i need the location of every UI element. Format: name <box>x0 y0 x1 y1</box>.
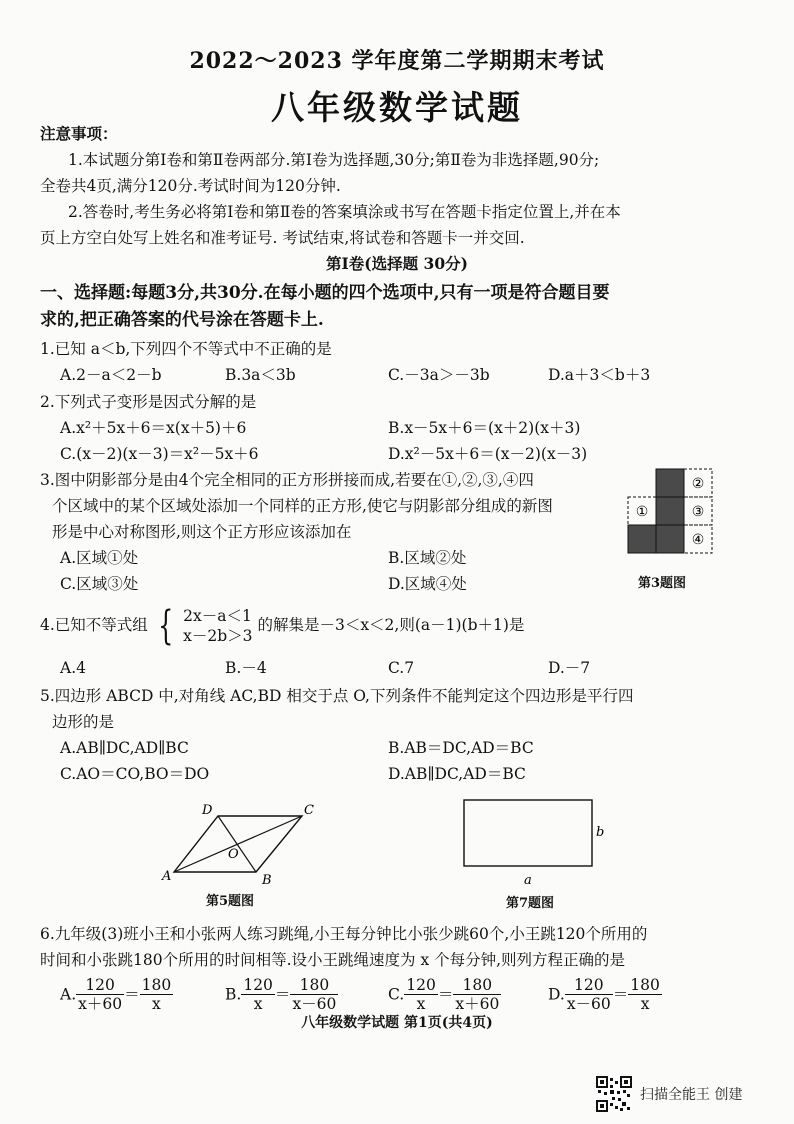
question-7-caption: 第7题图 <box>506 896 555 911</box>
question-1-stem: 1.已知 a＜b,下列四个不等式中不正确的是 <box>40 340 332 358</box>
scanner-label: 扫描全能王 创建 <box>640 1087 743 1103</box>
system-brace-icon: { <box>157 603 174 649</box>
question-3-option-d: D.区域④处 <box>388 575 467 593</box>
question-3-line-2: 个区域中的某个区域处添加一个同样的正方形,使它与阴影部分组成的新图 <box>52 497 553 515</box>
question-3-option-b: B.区域②处 <box>388 549 467 567</box>
question-1-option-d: D.a＋3＜b＋3 <box>548 366 651 384</box>
notice-item-2-line-1: 2.答卷时,考生务必将第Ⅰ卷和第Ⅱ卷的答案填涂或书写在答题卡指定位置上,并在本 <box>68 203 621 221</box>
section-title: 第Ⅰ卷(选择题 30分) <box>326 254 468 273</box>
question-5-figure <box>156 800 332 886</box>
question-3-option-a: A.区域①处 <box>60 549 139 567</box>
inequality-system <box>183 606 252 646</box>
question-5-option-b: B.AB＝DC,AD＝BC <box>388 739 534 757</box>
vertex-a-label: A <box>162 869 172 884</box>
question-6-option-d: D. $\frac{120}{x-60}$ ＝ $\frac{180}{x}$ <box>548 976 660 1013</box>
fraction: $\frac{120}{x}$ <box>243 976 273 1013</box>
fraction: $\frac{120}{x-60}$ <box>566 976 611 1013</box>
diagonal-ac <box>174 816 302 872</box>
fraction: $\frac{120}{x}$ <box>406 976 436 1013</box>
question-6-option-c: C. $\frac{120}{x}$ ＝ $\frac{180}{x+60}$ <box>388 976 500 1013</box>
question-5-line-1: 5.四边形 ABCD 中,对角线 AC,BD 相交于点 O,下列条件不能判定这个四边形是平行四 <box>40 687 634 705</box>
vertex-d-label: D <box>202 803 213 818</box>
notice-item-1-line-1: 1.本试题分第Ⅰ卷和第Ⅱ卷两部分.第Ⅰ卷为选择题,30分;第Ⅱ卷为非选择题,90分; <box>68 151 600 169</box>
question-2-option-c: C.(x－2)(x－3)＝x²－5x＋6 <box>60 445 259 463</box>
question-3-option-c: C.区域③处 <box>60 575 139 593</box>
question-3-line-1: 3.图中阴影部分是由4个完全相同的正方形拼接而成,若要在①,②,③,④四 <box>40 471 534 489</box>
question-5-line-2: 边形的是 <box>52 713 115 731</box>
section-instruction-line-2: 求的,把正确答案的代号涂在答题卡上. <box>40 310 324 330</box>
region-2-label: ② <box>691 476 705 492</box>
fraction: $\frac{120}{x+60}$ <box>78 976 123 1013</box>
fraction: $\frac{180}{x+60}$ <box>455 976 500 1013</box>
fraction: $\frac{180}{x}$ <box>141 976 172 1013</box>
exam-subtitle: 八年级数学试题 <box>271 88 523 127</box>
region-4-label: ④ <box>691 532 705 548</box>
question-6-line-1: 6.九年级(3)班小王和小张两人练习跳绳,小王每分钟比小张少跳60个,小王跳120个所用的 <box>40 925 648 943</box>
side-b-label: b <box>596 825 605 840</box>
fraction: $\frac{180}{x-60}$ <box>292 976 337 1013</box>
question-2-option-a: A.x²＋5x＋6＝x(x＋5)＋6 <box>60 419 247 437</box>
question-4-option-b: B.－4 <box>225 659 267 677</box>
question-2-option-d: D.x²－5x＋6＝(x－2)(x－3) <box>388 445 588 463</box>
question-6-option-b: B. $\frac{120}{x}$ ＝ $\frac{180}{x-60}$ <box>225 976 337 1013</box>
question-4-prefix: 4.已知不等式组 <box>40 616 148 634</box>
notice-heading: 注意事项： <box>40 124 118 143</box>
page-footer: 八年级数学试题 第1页(共4页) <box>301 1015 493 1031</box>
question-6-option-a: A. $\frac{120}{x+60}$ ＝ $\frac{180}{x}$ <box>60 976 172 1013</box>
question-1-option-c: C.－3a＞－3b <box>388 366 490 384</box>
question-5-caption: 第5题图 <box>206 894 255 909</box>
question-3-caption: 第3题图 <box>638 576 687 591</box>
notice-item-2-line-2: 页上方空白处写上姓名和准考证号. 考试结束,将试卷和答题卡一并交回. <box>40 229 525 247</box>
qr-code-icon <box>596 1076 632 1112</box>
fraction: $\frac{180}{x}$ <box>630 976 660 1013</box>
diagonal-bd <box>218 816 256 872</box>
question-1-option-b: B.3a＜3b <box>225 366 296 384</box>
question-4-option-a: A.4 <box>60 659 86 677</box>
shaded-square <box>656 497 684 525</box>
question-6-line-2: 时间和小张跳180个所用的时间相等.设小王跳绳速度为 x 个每分钟,则列方程正确的是 <box>40 951 626 969</box>
exam-title: 2022～2023 学年度第二学期期末考试 <box>189 48 605 74</box>
rectangle <box>464 800 592 866</box>
inequality-line-1: 2x－a＜1 <box>183 607 252 625</box>
question-5-option-a: A.AB∥DC,AD∥BC <box>60 739 189 757</box>
question-4-option-c: C.7 <box>388 659 415 677</box>
question-1-option-a: A.2－a＜2－b <box>60 366 162 384</box>
question-5-option-c: C.AO＝CO,BO＝DO <box>60 765 210 783</box>
notice-item-1-line-2: 全卷共4页,满分120分.考试时间为120分钟. <box>40 177 341 195</box>
vertex-c-label: C <box>304 803 314 818</box>
question-2-option-b: B.x－5x＋6＝(x＋2)(x＋3) <box>388 419 581 437</box>
side-a-label: a <box>524 873 532 888</box>
inequality-line-2: x－2b＞3 <box>183 627 253 645</box>
section-instruction-line-1: 一、选择题:每题3分,共30分.在每小题的四个选项中,只有一项是符合题目要 <box>40 283 610 303</box>
question-4-stem <box>40 603 525 649</box>
question-3-figure <box>624 466 724 566</box>
shaded-square <box>656 469 684 497</box>
scanner-watermark <box>596 1076 786 1112</box>
point-o-label: O <box>228 847 239 862</box>
question-4-suffix: 的解集是－3＜x＜2,则(a－1)(b＋1)是 <box>257 616 525 634</box>
question-7-figure <box>456 796 616 892</box>
question-4-option-d: D.－7 <box>548 659 591 677</box>
shaded-square <box>628 525 656 553</box>
question-2-stem: 2.下列式子变形是因式分解的是 <box>40 393 257 411</box>
vertex-b-label: B <box>262 873 272 886</box>
shaded-square <box>656 525 684 553</box>
region-1-label: ① <box>635 504 649 520</box>
question-3-line-3: 形是中心对称图形,则这个正方形应该添加在 <box>52 523 352 541</box>
region-3-label: ③ <box>691 504 705 520</box>
question-5-option-d: D.AB∥DC,AD＝BC <box>388 765 526 783</box>
